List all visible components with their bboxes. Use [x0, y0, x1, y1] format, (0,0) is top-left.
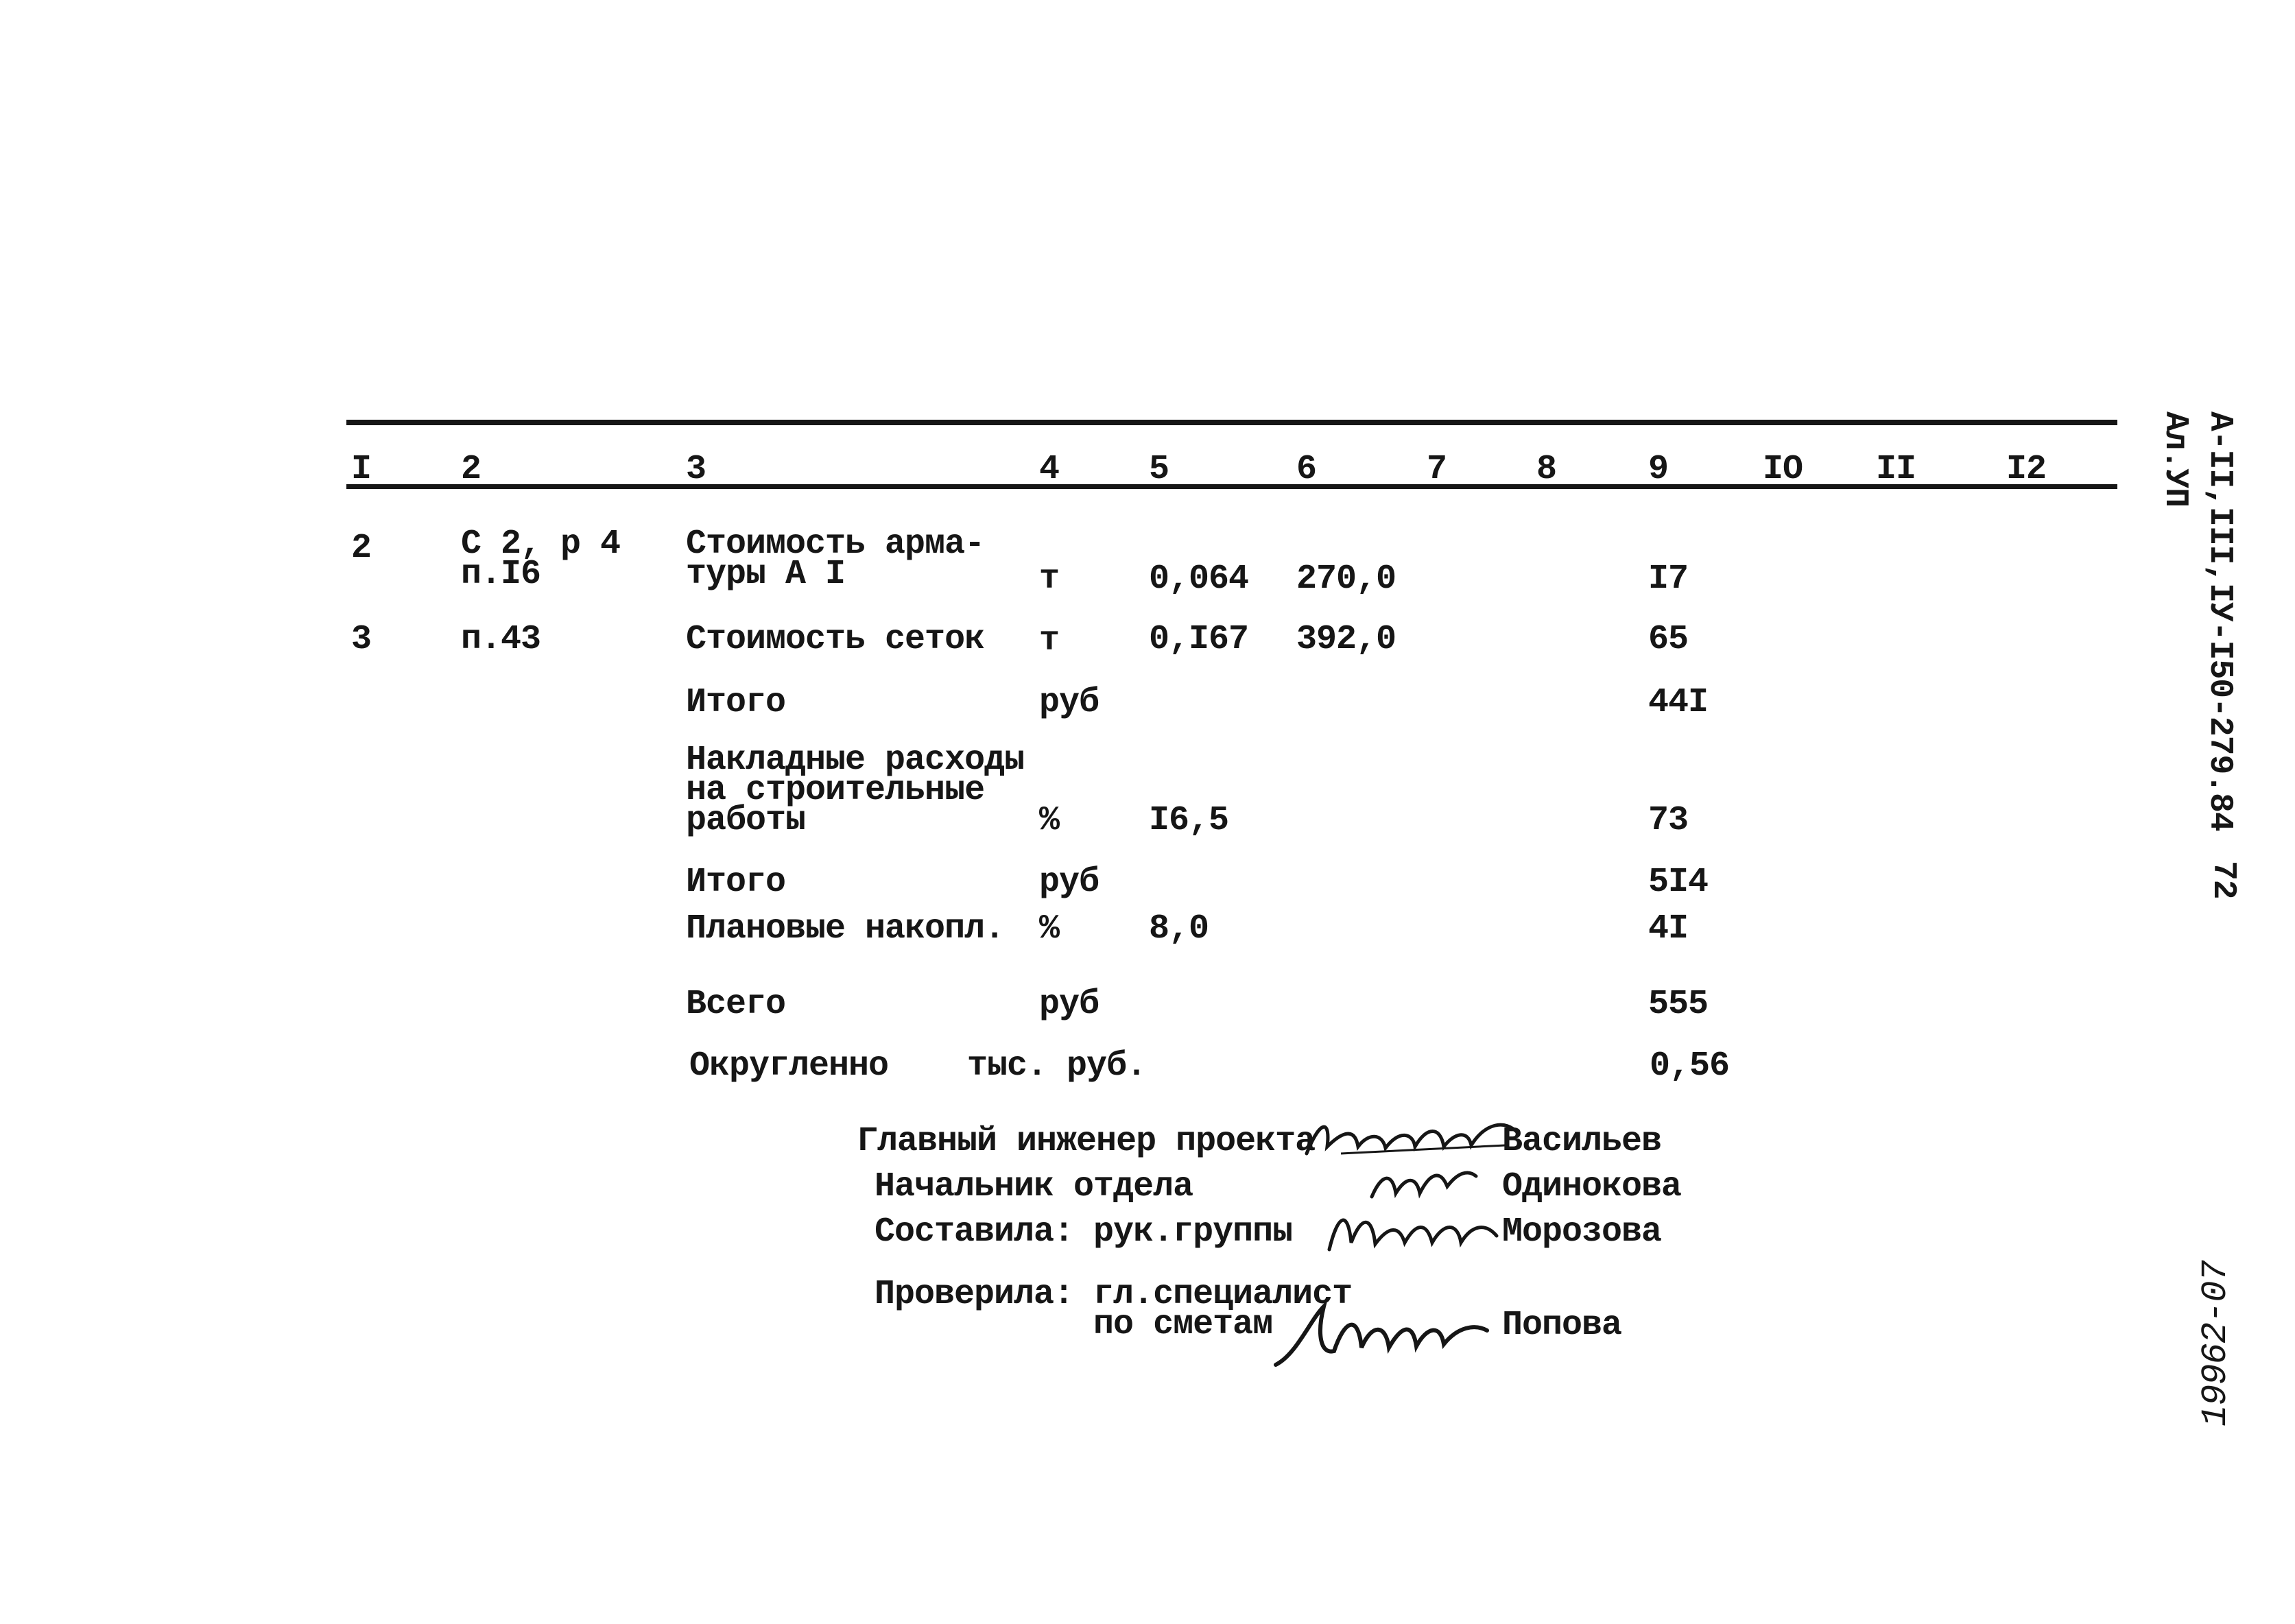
row-unit: руб — [1039, 863, 1099, 902]
chief-engineer-label: Главный инженер проекта — [857, 1122, 1316, 1161]
row-quantity: I6,5 — [1149, 801, 1229, 840]
column-header: 8 — [1536, 450, 1557, 489]
row-item-name: Всего — [686, 985, 786, 1024]
column-header: 9 — [1648, 450, 1669, 489]
row-quantity: 8,0 — [1149, 909, 1209, 948]
row-number: 3 — [351, 620, 372, 659]
row-number: 2 — [351, 529, 372, 568]
column-header: 7 — [1427, 450, 1447, 489]
compiled-by-name: Морозова — [1502, 1213, 1662, 1252]
row-total: 0,56 — [1650, 1047, 1730, 1086]
row-item-name: Стоимость сеток — [686, 620, 985, 659]
row-unit: % — [1039, 801, 1060, 840]
compiled-by-label: Составила: рук.группы — [875, 1213, 1293, 1252]
row-total: 4I — [1648, 909, 1689, 948]
row-quantity: 0,I67 — [1149, 620, 1249, 659]
chief-engineer-name: Васильев — [1502, 1122, 1662, 1161]
row-unit: т — [1039, 560, 1060, 599]
column-header: II — [1876, 450, 1916, 489]
checked-by-label: Проверила: гл.специалист по сметам — [875, 1275, 1353, 1344]
document-code-line2: Ал.УП — [2156, 411, 2193, 508]
row-item-name: Накладные расходы на строительные работы — [686, 741, 1025, 840]
checked-by-signature — [1269, 1293, 1495, 1375]
table-top-rule — [346, 420, 2117, 425]
page-number: 72 — [2204, 861, 2242, 899]
row-unit-price: 392,0 — [1296, 620, 1396, 659]
row-unit: руб — [1039, 985, 1099, 1024]
compiled-by-signature — [1324, 1202, 1502, 1263]
row-unit: руб — [1039, 683, 1099, 722]
row-total: 5I4 — [1648, 863, 1709, 902]
row-unit: тыс. руб. — [967, 1047, 1147, 1086]
column-header: 4 — [1039, 450, 1060, 489]
row-reference: п.43 — [461, 620, 541, 659]
inventory-number: 19962-07 — [2196, 1261, 2236, 1426]
row-unit-price: 270,0 — [1296, 560, 1396, 599]
column-header: 5 — [1149, 450, 1169, 489]
row-item-name: Стоимость арма- туры А I — [686, 525, 985, 594]
row-total: I7 — [1648, 560, 1689, 599]
row-reference: С 2, р 4 п.I6 — [461, 525, 621, 594]
column-header: 2 — [461, 450, 481, 489]
department-head-name: Одинокова — [1502, 1167, 1682, 1206]
row-total: 73 — [1648, 801, 1689, 840]
column-header: I2 — [2006, 450, 2047, 489]
row-unit: % — [1039, 909, 1060, 948]
column-header: 3 — [686, 450, 706, 489]
column-header: IO — [1763, 450, 1803, 489]
document-code-line1: А-II,III,IУ-I50-279.84 — [2201, 411, 2238, 831]
row-item-name: Итого — [686, 863, 786, 902]
row-total: 65 — [1648, 620, 1689, 659]
column-header: I — [351, 450, 372, 489]
table-header-bottom-rule — [346, 484, 2117, 489]
row-quantity: 0,064 — [1149, 560, 1249, 599]
row-item-name: Итого — [686, 683, 786, 722]
column-header: 6 — [1296, 450, 1317, 489]
row-item-name: Округленно — [689, 1047, 889, 1086]
row-unit: т — [1039, 621, 1060, 660]
row-total: 44I — [1648, 683, 1709, 722]
department-head-label: Начальник отдела — [875, 1167, 1193, 1206]
row-item-name: Плановые накопл. — [686, 909, 1005, 948]
checked-by-name: Попова — [1502, 1306, 1622, 1345]
row-total: 555 — [1648, 985, 1709, 1024]
